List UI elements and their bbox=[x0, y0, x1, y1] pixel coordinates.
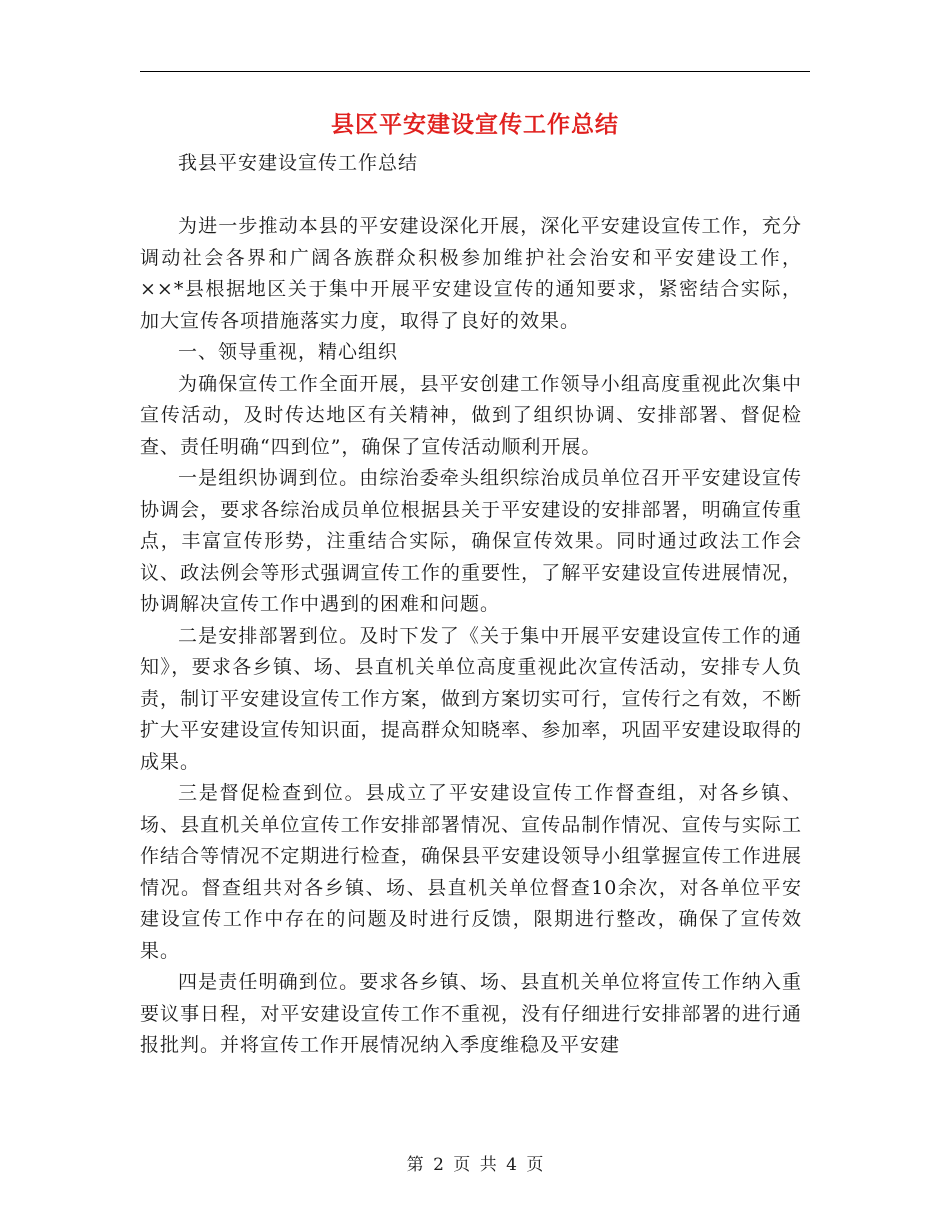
header-rule bbox=[140, 71, 810, 72]
paragraph-inspection: 三是督促检查到位。县成立了平安建设宣传工作督查组，对各乡镇、场、县直机关单位宣传工作安排部署情况、宣传品制作情况、宣传与实际工作结合等情况不定期进行检查，确保县平安建设领导小组掌握宣传工作进展情况。督查组共对各乡镇、场、县直机关单位督查10余次，对各单位平安建设宣传工作中存在的问题及时进行反馈，限期进行整改，确保了宣传效果。 bbox=[140, 782, 802, 962]
page-number-footer: 第 2 页 共 4 页 bbox=[406, 1155, 544, 1175]
paragraph-coordination: 一是组织协调到位。由综治委牵头组织综治成员单位召开平安建设宣传协调会，要求各综治成员单位根据县关于平安建设的安排部署，明确宣传重点，丰富宣传形势，注重结合实际，确保宣传效果。同时通过政法工作会议、政法例会等形式强调宣传工作的重要性，了解平安建设宣传进展情况，协调解决宣传工作中遇到的困难和问题。 bbox=[140, 467, 802, 615]
paragraph-deployment: 二是安排部署到位。及时下发了《关于集中开展平安建设宣传工作的通知》，要求各乡镇、场、县直机关单位高度重视此次宣传活动，安排专人负责，制订平安建设宣传工作方案，做到方案切实可行，宣传行之有效，不断扩大平安建设宣传知识面，提高群众知晓率、参加率，巩固平安建设取得的成果。 bbox=[140, 624, 802, 773]
document-title: 县区平安建设宣传工作总结 bbox=[331, 111, 619, 138]
document-subtitle: 我县平安建设宣传工作总结 bbox=[178, 152, 419, 174]
paragraph-intro: 为进一步推动本县的平安建设深化开展，深化平安建设宣传工作，充分调动社会各界和广阔各族群众积极参加维护社会治安和平安建设工作，××*县根据地区关于集中开展平安建设宣传的通知要求，紧密结合实际，加大宣传各项措施落实力度，取得了良好的效果。 bbox=[140, 215, 802, 332]
paragraph-leadership: 为确保宣传工作全面开展，县平安创建工作领导小组高度重视此次集中宣传活动，及时传达地区有关精神，做到了组织协调、安排部署、督促检查、责任明确“四到位”，确保了宣传活动顺利开展。 bbox=[140, 372, 802, 458]
paragraph-responsibility: 四是责任明确到位。要求各乡镇、场、县直机关单位将宣传工作纳入重要议事日程，对平安建设宣传工作不重视，没有仔细进行安排部署的进行通报批判。并将宣传工作开展情况纳入季度维稳及平安建 bbox=[140, 971, 802, 1056]
document-body bbox=[140, 148, 802, 1062]
section-heading-leadership: 一、领导重视，精心组织 bbox=[178, 341, 399, 363]
